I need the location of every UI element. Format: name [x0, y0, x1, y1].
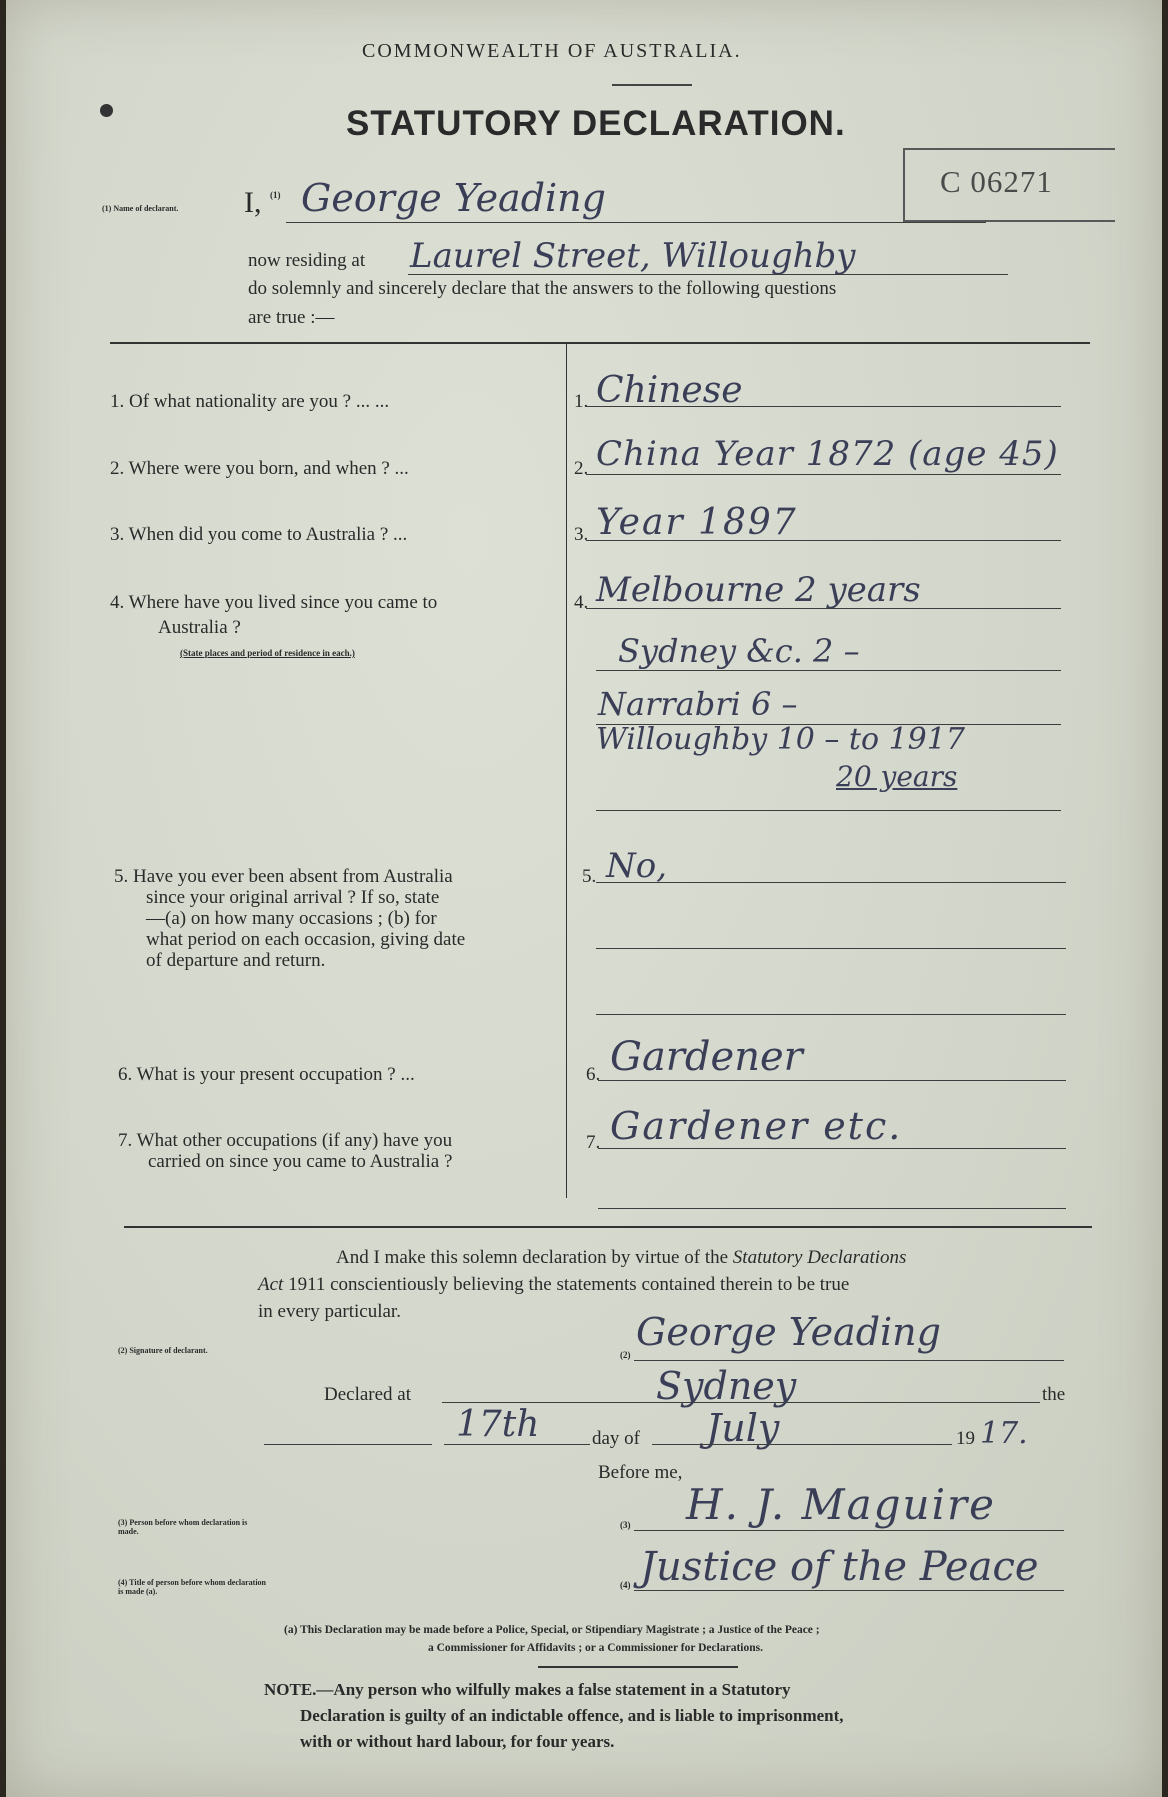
answer-line-5a — [596, 882, 1066, 883]
intro-ref-mark: (1) — [270, 190, 281, 200]
answer-num-3: 3. — [574, 524, 589, 545]
margin-note-signature: (2) Signature of declarant. — [118, 1346, 208, 1355]
declared-place: Sydney — [656, 1364, 797, 1408]
bullet-mark — [100, 104, 113, 117]
answer-6: Gardener — [610, 1034, 803, 1080]
answer-num-1: 1. — [574, 391, 589, 412]
answer-num-4: 4. — [574, 592, 589, 613]
answer-4-line-4: Willoughby 10 – to 1917 — [596, 722, 965, 757]
answer-num-6: 6. — [586, 1064, 601, 1085]
intro-prefix: I, — [244, 186, 262, 219]
solemn-line-1: do solemnly and sincerely declare that the answers to the following questions — [248, 278, 837, 299]
answer-line-4b — [596, 670, 1061, 671]
question-1: 1. Of what nationality are you ? ... ... — [110, 391, 390, 412]
answer-line-5c — [596, 1014, 1066, 1015]
answer-line-5b — [596, 948, 1066, 949]
header-divider — [612, 84, 692, 86]
question-4: 4. Where have you lived since you came to — [110, 592, 438, 613]
person-ref: (3) — [620, 1520, 631, 1530]
question-7: 7. What other occupations (if any) have you carried on since you came to Australia ? — [118, 1130, 453, 1172]
answer-4-line-3: Narrabri 6 – — [598, 685, 798, 723]
declared-at-label: Declared at — [324, 1384, 412, 1405]
year-suffix: 17. — [980, 1416, 1028, 1451]
witness-line — [634, 1530, 1064, 1531]
answer-3: Year 1897 — [596, 502, 798, 543]
declarant-name: George Yeading — [301, 176, 606, 220]
declarant-signature: George Yeading — [636, 1310, 941, 1354]
declaration-form — [6, 0, 1162, 1797]
answer-1: Chinese — [596, 370, 743, 411]
the-label: the — [1042, 1384, 1066, 1405]
answer-line-4d — [596, 810, 1061, 811]
answer-line-3 — [586, 540, 1061, 541]
month-line — [652, 1444, 952, 1445]
question-4-line-2: Australia ? — [158, 617, 241, 638]
signature-ref: (2) — [620, 1350, 631, 1360]
margin-note-title: (4) Title of person before whom declaration is made (a). — [118, 1578, 266, 1596]
signature-line — [634, 1360, 1064, 1361]
column-divider — [566, 342, 567, 1198]
question-2: 2. Where were you born, and when ? ... — [110, 458, 409, 479]
answer-num-7: 7. — [586, 1132, 601, 1153]
margin-note-declarant: (1) Name of declarant. — [102, 204, 179, 213]
declaration-line-2: Act 1911 conscientiously believing the statements contained therein to be true — [258, 1274, 850, 1295]
answer-2: China Year 1872 (age 45) — [596, 434, 1059, 474]
answer-line-1 — [586, 406, 1061, 407]
answer-line-7b — [598, 1208, 1066, 1209]
answer-line-6 — [598, 1080, 1066, 1081]
declared-day: 17th — [456, 1404, 540, 1445]
witness-signature: H. J. Maguire — [686, 1480, 996, 1529]
page-title: STATUTORY DECLARATION. — [346, 104, 846, 143]
year-prefix: 19 — [956, 1428, 975, 1449]
answer-7: Gardener etc. — [610, 1104, 903, 1148]
day-line — [444, 1444, 590, 1445]
question-3: 3. When did you come to Australia ? ... — [110, 524, 408, 545]
declaration-line-1: And I make this solemn declaration by virtue of the Statutory Declarations — [336, 1247, 907, 1268]
note-line-3: with or without hard labour, for four years. — [300, 1732, 615, 1751]
footnote-line-2: a Commissioner for Affidavits ; or a Commissioner for Declarations. — [428, 1642, 763, 1654]
declared-month: July — [706, 1406, 780, 1450]
answer-num-5: 5. — [582, 866, 597, 887]
before-me-label: Before me, — [598, 1462, 683, 1483]
answer-line-2 — [586, 474, 1061, 475]
question-6: 6. What is your present occupation ? ... — [118, 1064, 415, 1085]
address-line — [408, 274, 1008, 275]
answer-line-7a — [598, 1148, 1066, 1149]
answer-4-total: 20 years — [836, 760, 958, 793]
residing-label: now residing at — [248, 250, 366, 271]
date-line-left — [264, 1444, 432, 1445]
name-line — [286, 222, 986, 223]
note-line-2: Declaration is guilty of an indictable offence, and is liable to imprisonment, — [300, 1706, 844, 1725]
margin-note-person: (3) Person before whom declaration is made. — [118, 1518, 248, 1536]
footnote-divider — [538, 1666, 738, 1668]
answer-5: No, — [606, 846, 668, 886]
question-4-note: (State places and period of residence in each.) — [180, 648, 355, 658]
answer-4-line-2: Sydney &c. 2 – — [618, 632, 860, 670]
stamp-number: C 06271 — [940, 164, 1053, 199]
answer-line-4a — [586, 608, 1061, 609]
witness-title: Justice of the Peace — [640, 1544, 1039, 1590]
title-ref: (4) — [620, 1580, 631, 1590]
note-line-1: NOTE.—Any person who wilfully makes a false statement in a Statutory — [264, 1680, 791, 1699]
section-bottom-rule — [124, 1226, 1092, 1228]
commonwealth-heading: COMMONWEALTH OF AUSTRALIA. — [362, 40, 742, 62]
day-of-label: day of — [592, 1428, 641, 1449]
address: Laurel Street, Willoughby — [410, 236, 856, 276]
answer-num-2: 2. — [574, 458, 589, 479]
section-top-rule — [110, 342, 1090, 344]
footnote-line-1: (a) This Declaration may be made before a Police, Special, or Stipendiary Magistrate ; a Justice of the Peace ; — [284, 1624, 820, 1636]
declaration-line-3: in every particular. — [258, 1301, 401, 1322]
answer-4-line-1: Melbourne 2 years — [596, 570, 921, 610]
solemn-line-2: are true :— — [248, 307, 335, 328]
question-5: 5. Have you ever been absent from Australia since your original arrival ? If so, state —(a) on how many occasions ; (b) for what period on each occasion, giving date of departure and return. — [114, 866, 466, 971]
title-line — [634, 1590, 1064, 1591]
